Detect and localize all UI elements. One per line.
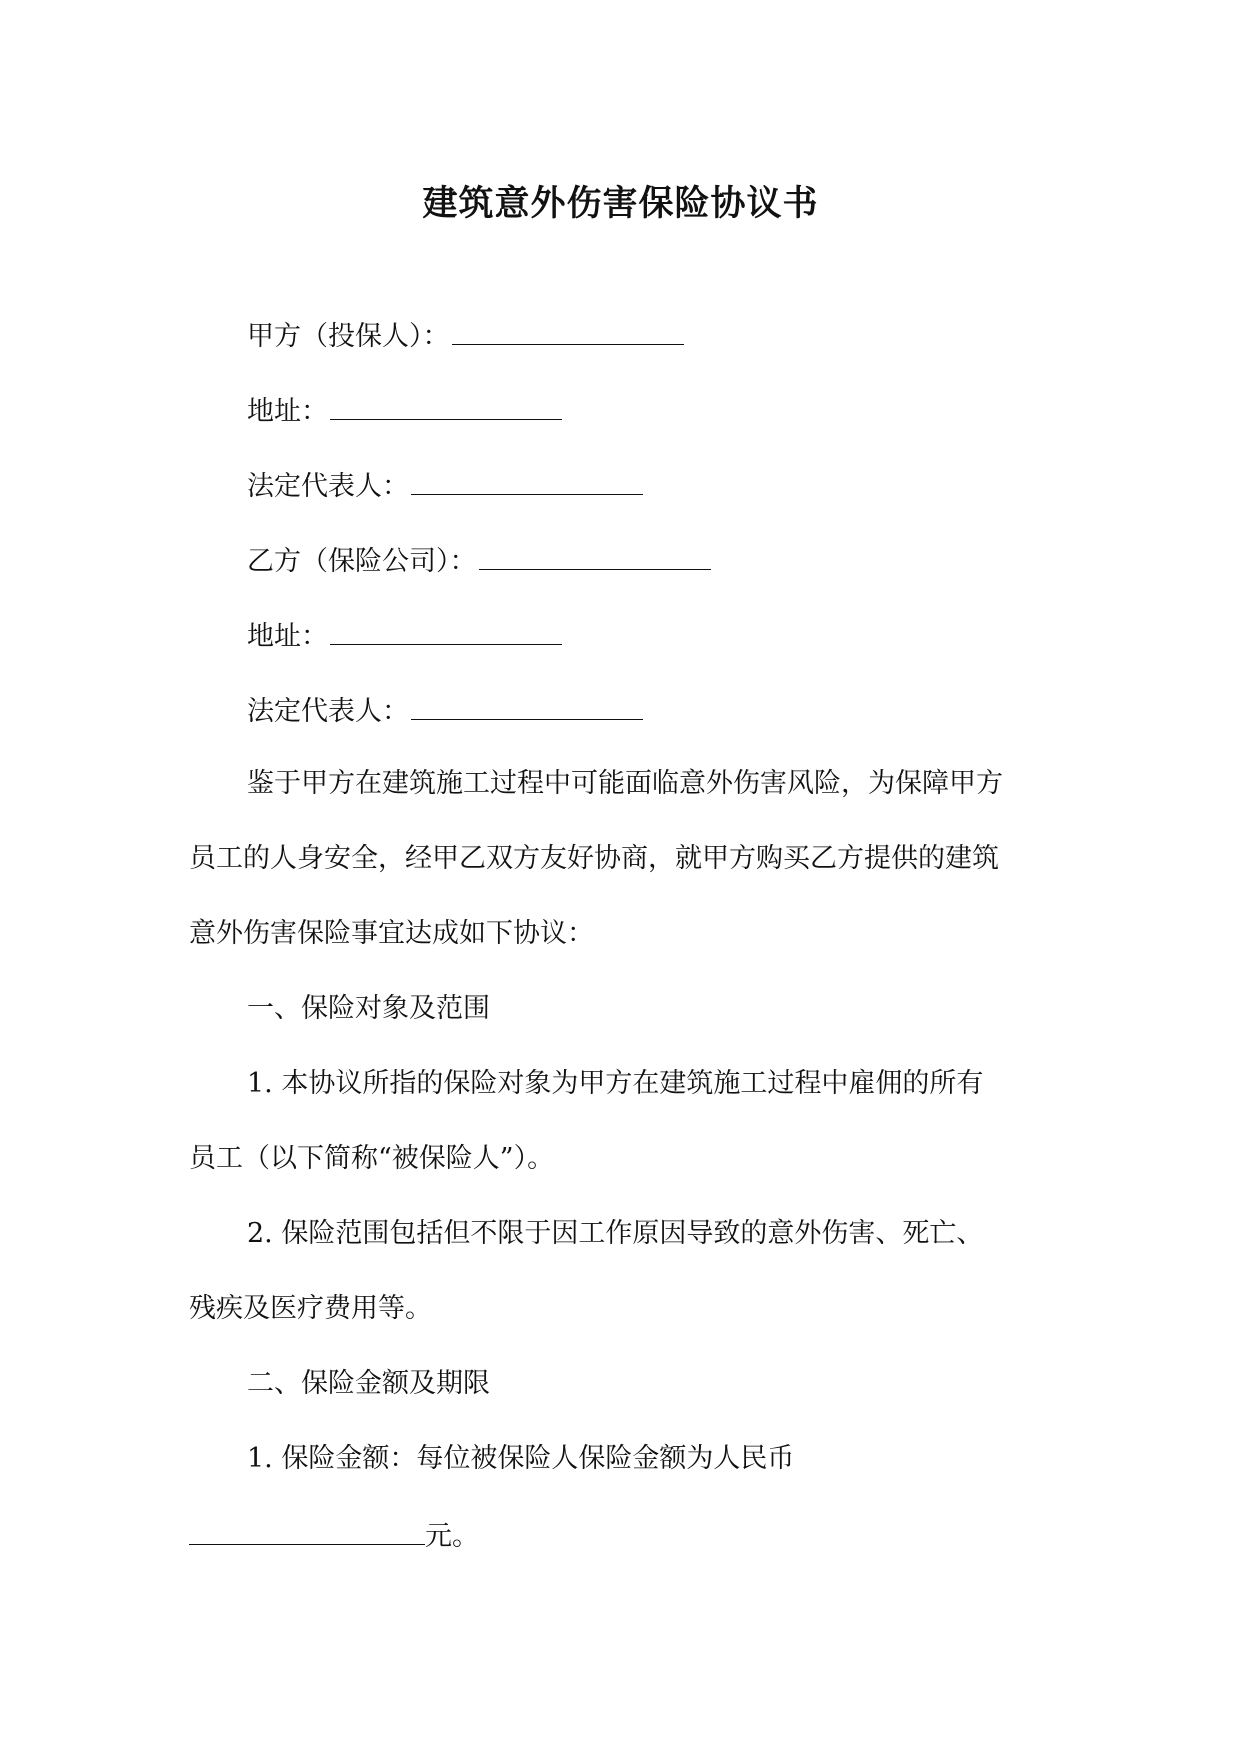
section-2-heading: 二、保险金额及期限	[247, 1368, 490, 1399]
party-b-address-label: 地址：	[247, 621, 328, 652]
section-1-item-1-line-1: 1. 本协议所指的保险对象为甲方在建筑施工过程中雇佣的所有	[247, 1068, 984, 1099]
insured-amount-blank	[189, 1514, 425, 1545]
intro-line-3: 意外伤害保险事宜达成如下协议：	[189, 918, 594, 949]
section-1-item-1-line-2: 员工（以下简称“被保险人”）。	[189, 1143, 555, 1174]
party-a-line	[247, 314, 684, 357]
document-title: 建筑意外伤害保险协议书	[422, 183, 819, 224]
section-2-item-1-line-1: 1. 保险金额：每位被保险人保险金额为人民币	[247, 1443, 795, 1474]
party-a-address-line	[247, 389, 562, 432]
section-1-item-2-line-1: 2. 保险范围包括但不限于因工作原因导致的意外伤害、死亡、	[247, 1218, 984, 1249]
party-a-blank	[452, 314, 684, 345]
party-b-rep-label: 法定代表人：	[247, 696, 409, 727]
party-b-label: 乙方（保险公司）：	[247, 546, 477, 577]
section-1-item-2-line-2: 残疾及医疗费用等。	[189, 1293, 432, 1324]
party-b-rep-line	[247, 689, 643, 732]
party-a-address-blank	[330, 389, 562, 420]
party-b-address-blank	[330, 614, 562, 645]
party-a-address-label: 地址：	[247, 396, 328, 427]
party-b-address-line	[247, 614, 562, 657]
section-1-heading: 一、保险对象及范围	[247, 993, 490, 1024]
intro-line-1: 鉴于甲方在建筑施工过程中可能面临意外伤害风险，为保障甲方	[247, 768, 1003, 799]
party-a-rep-label: 法定代表人：	[247, 471, 409, 502]
party-b-rep-blank	[411, 689, 643, 720]
party-a-label: 甲方（投保人）：	[247, 321, 450, 352]
section-2-item-1-line-2	[189, 1514, 479, 1557]
insured-amount-suffix: 元。	[425, 1521, 479, 1552]
party-a-rep-line	[247, 464, 643, 507]
party-b-line	[247, 539, 711, 582]
intro-line-2: 员工的人身安全，经甲乙双方友好协商，就甲方购买乙方提供的建筑	[189, 843, 999, 874]
party-b-blank	[479, 539, 711, 570]
party-a-rep-blank	[411, 464, 643, 495]
